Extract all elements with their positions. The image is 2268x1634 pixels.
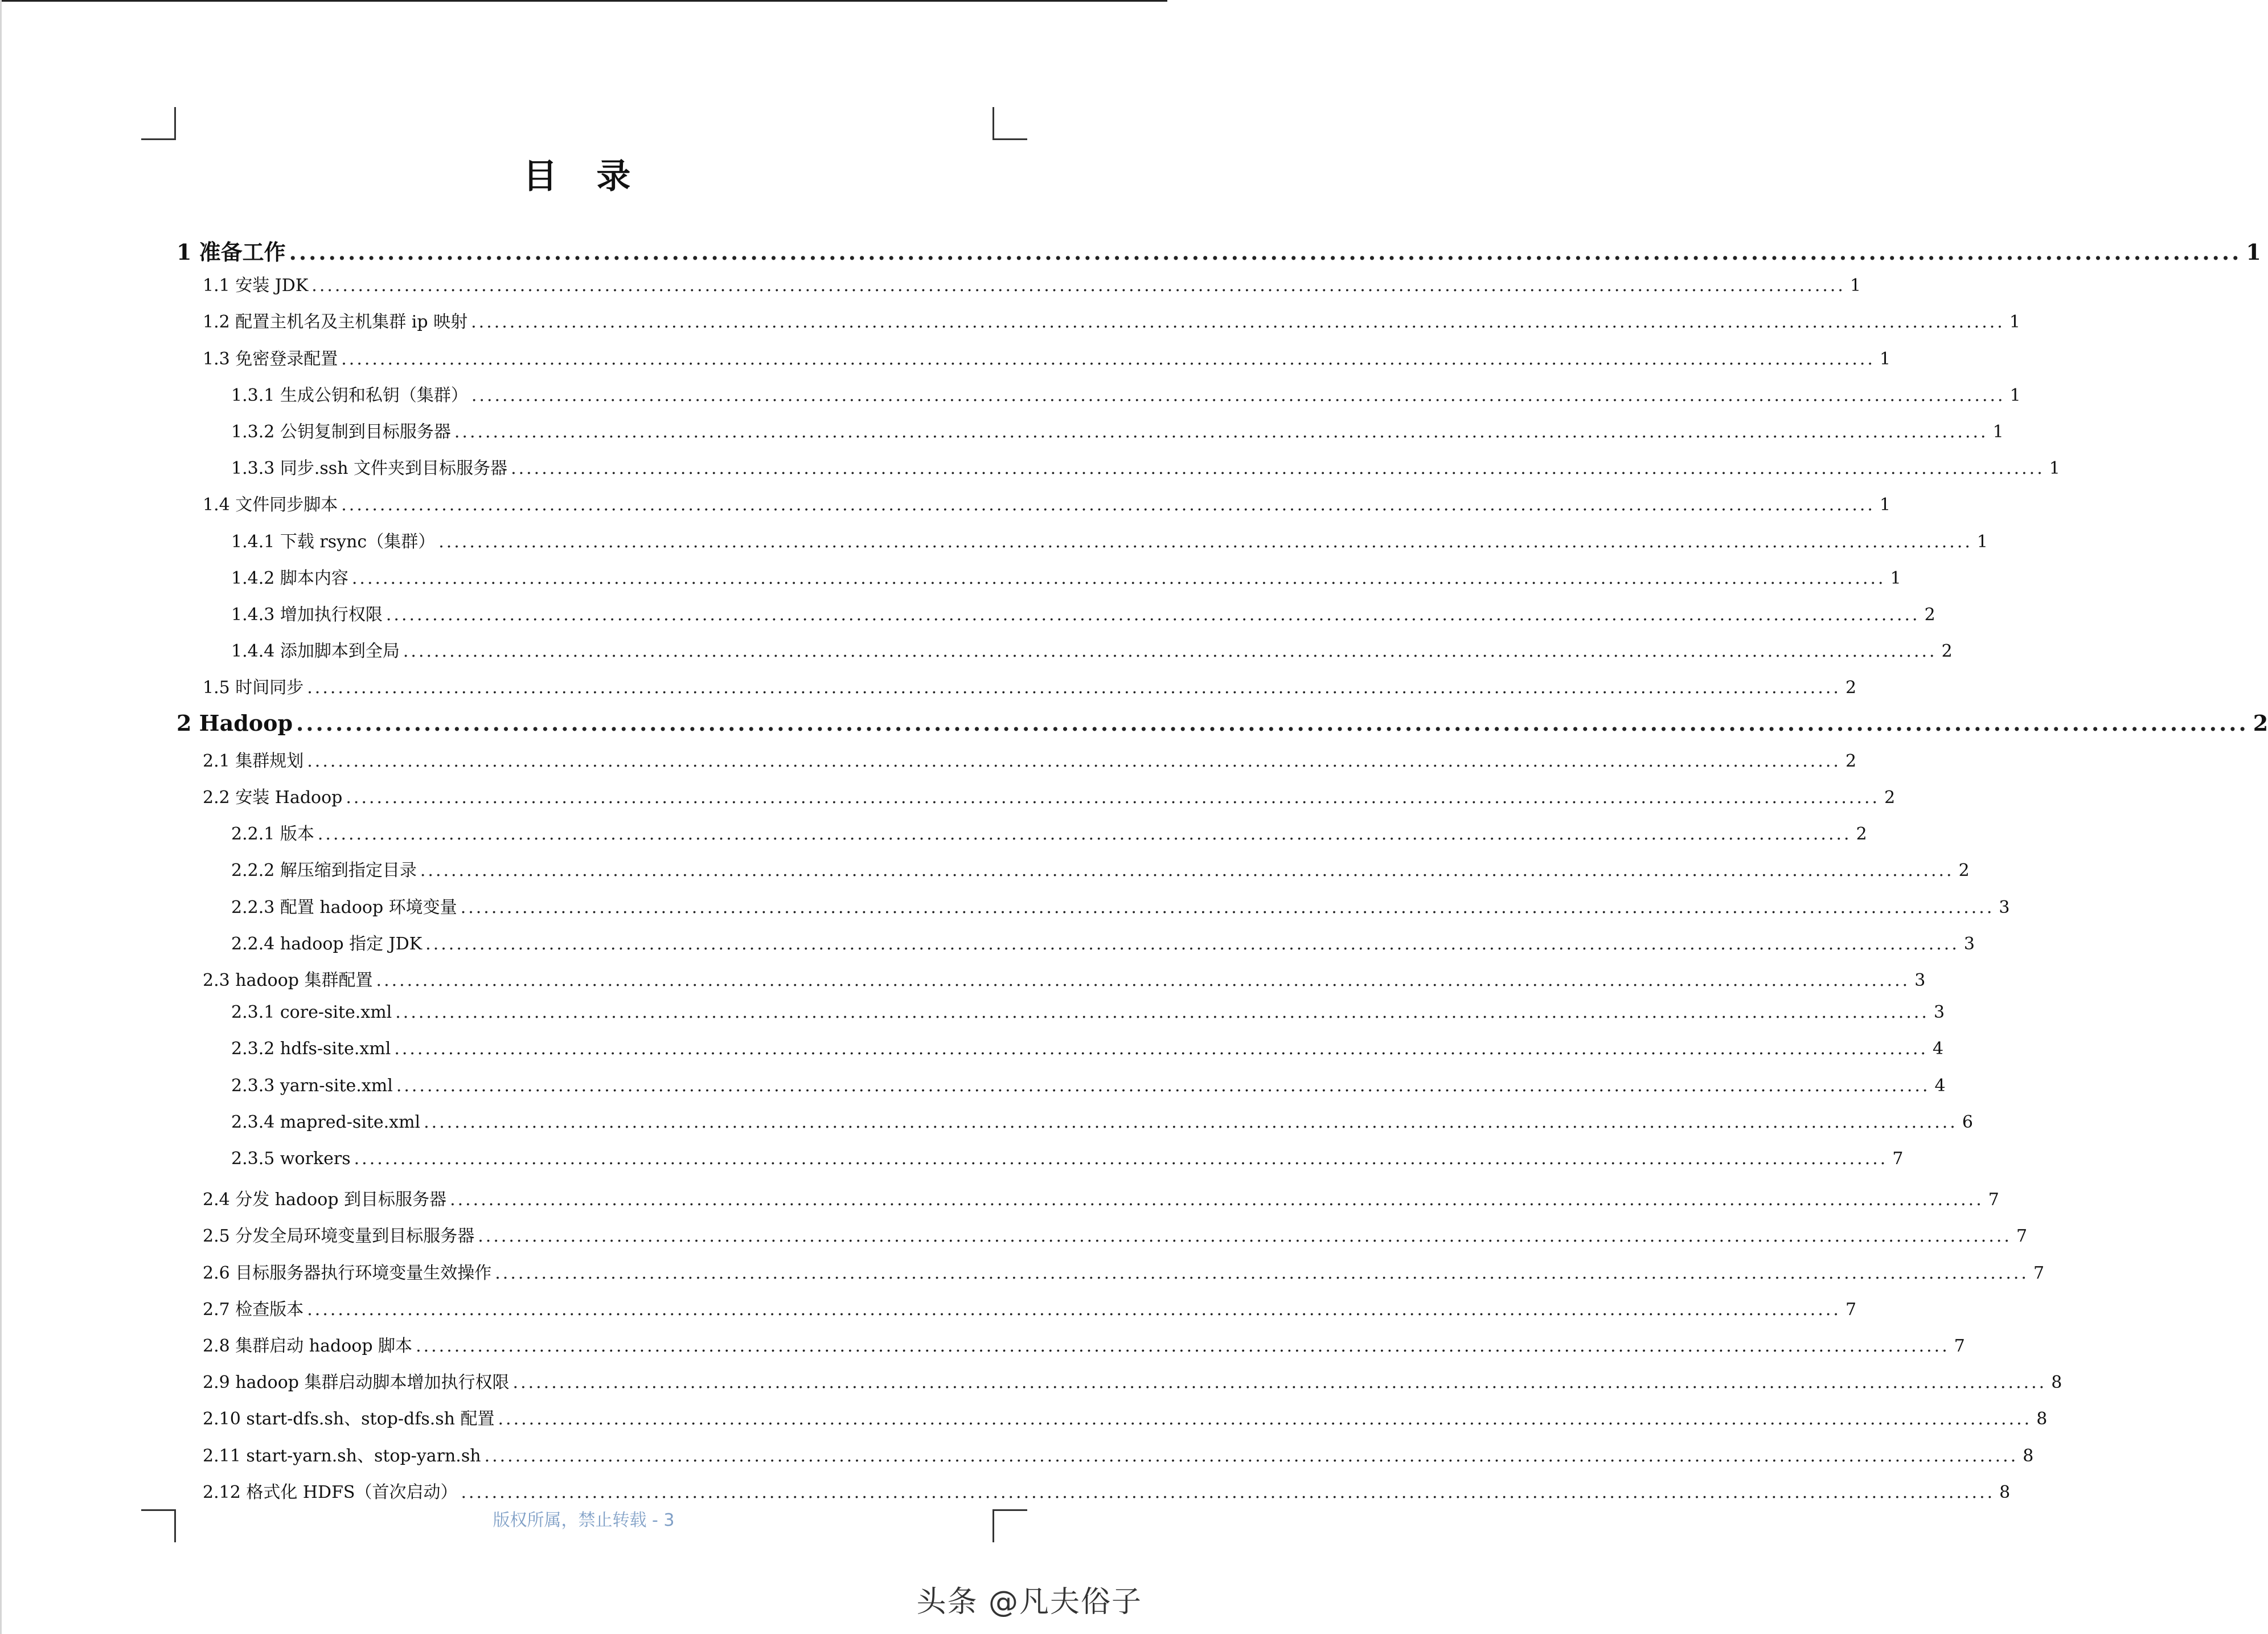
toc-leader-dots: ....................................................................................................................................................................................................... xyxy=(394,1039,1929,1059)
toc-entry-label: 2.6 目标服务器执行环境变量生效操作 xyxy=(203,1263,492,1283)
toc-entry-page-number: 4 xyxy=(1933,1039,1944,1059)
toc-entry[interactable] xyxy=(203,1478,2011,1503)
toc-entry[interactable] xyxy=(203,783,1896,808)
toc-entry[interactable] xyxy=(231,856,1970,881)
toc-entry-page-number: 1 xyxy=(1992,422,2004,442)
toc-entry-page-number: 2 xyxy=(1958,861,1970,881)
toc-entry[interactable] xyxy=(231,381,2021,406)
toc-leader-dots: ....................................................................................................................................................................................................... xyxy=(484,1445,2019,1466)
toc-entry-page-number: 2 xyxy=(1941,641,1953,662)
toc-entry[interactable] xyxy=(231,417,2004,443)
toc-entry[interactable] xyxy=(203,1295,1857,1320)
toc-leader-dots: ....................................................................................................................................................................................................... xyxy=(403,641,1937,662)
toc-entry-page-number: 1 xyxy=(1879,495,1891,515)
toc-leader-dots: ....................................................................................................................................................................................................... xyxy=(307,1299,1841,1320)
toc-leader-dots: ....................................................................................................................................................................................................... xyxy=(354,1149,1888,1169)
toc-entry-page-number: 3 xyxy=(1914,970,1926,990)
toc-entry-page-number: 2 xyxy=(1845,678,1857,698)
toc-entry-page-number: 1 xyxy=(1890,568,1901,588)
toc-entry-page-number: 2 xyxy=(1856,824,1867,845)
toc-entry-label: 2.11 start-yarn.sh、stop-yarn.sh xyxy=(203,1445,481,1466)
toc-entry-label: 1.3.2 公钥复制到目标服务器 xyxy=(231,422,451,442)
toc-entry-label: 2.4 分发 hadoop 到目标服务器 xyxy=(203,1190,447,1210)
toc-entry-label: 1.4.3 增加执行权限 xyxy=(231,605,383,625)
toc-entry-label: 2.8 集群启动 hadoop 脚本 xyxy=(203,1336,413,1356)
toc-entry[interactable] xyxy=(203,1441,2034,1467)
toc-entry[interactable] xyxy=(203,1185,1999,1210)
toc-entry[interactable] xyxy=(231,929,1975,955)
toc-leader-dots: ....................................................................................................................................................................................................... xyxy=(289,239,2242,265)
toc-entry[interactable] xyxy=(231,1075,1946,1096)
toc-leader-dots: ....................................................................................................................................................................................................... xyxy=(341,495,1875,515)
toc-entry-page-number: 1 xyxy=(2009,385,2021,406)
toc-entry[interactable] xyxy=(203,308,2020,333)
toc-entry[interactable] xyxy=(203,1332,1965,1357)
toc-leader-dots: ....................................................................................................................................................................................................... xyxy=(296,710,2249,736)
toc-entry[interactable] xyxy=(203,673,1857,698)
toc-entry-label: 2.2.3 配置 hadoop 环境变量 xyxy=(231,897,457,918)
toc-leader-dots: ....................................................................................................................................................................................................... xyxy=(317,824,1852,845)
toc-entry-page-number: 3 xyxy=(1999,897,2010,918)
toc-entry-label: 2.3.2 hdfs-site.xml xyxy=(231,1039,391,1059)
toc-entry[interactable] xyxy=(231,454,2060,479)
toc-entry[interactable] xyxy=(231,564,1901,589)
toc-entry-page-number: 2 xyxy=(1845,751,1857,771)
toc-entry-page-number: 7 xyxy=(1845,1299,1857,1320)
toc-leader-dots: ....................................................................................................................................................................................................... xyxy=(376,970,1910,990)
toc-entry-page-number: 2 xyxy=(1924,605,1935,625)
toc-entry-page-number: 1 xyxy=(2049,458,2060,479)
toc-entry-page-number: 3 xyxy=(1963,933,1975,954)
toc-entry[interactable] xyxy=(203,966,1926,991)
toc-entry-label: 2.2.2 解压缩到指定目录 xyxy=(231,861,417,881)
toc-leader-dots: ....................................................................................................................................................................................................... xyxy=(385,605,1920,625)
toc-entry-label: 2.3.1 core-site.xml xyxy=(231,1002,392,1023)
toc-leader-dots: ....................................................................................................................................................................................................... xyxy=(450,1190,1984,1210)
toc-entry[interactable] xyxy=(231,637,1953,662)
toc-entry-label: 2.9 hadoop 集群启动脚本增加执行权限 xyxy=(203,1373,510,1393)
toc-entry[interactable] xyxy=(231,1149,1904,1169)
toc-entry[interactable] xyxy=(203,1259,2045,1284)
toc-entry-page-number: 2 xyxy=(2253,710,2268,736)
toc-entry-label: 2.7 检查版本 xyxy=(203,1299,304,1320)
toc-entry-page-number: 8 xyxy=(1999,1482,2011,1502)
toc-leader-dots: ....................................................................................................................................................................................................... xyxy=(416,1336,1950,1356)
toc-entry-page-number: 1 xyxy=(1976,531,1988,552)
toc-entry-page-number: 8 xyxy=(2036,1409,2048,1430)
toc-leader-dots: ....................................................................................................................................................................................................... xyxy=(420,861,1954,881)
toc-leader-dots: ....................................................................................................................................................................................................... xyxy=(460,897,1995,918)
toc-entry[interactable] xyxy=(231,1002,1945,1023)
toc-entry[interactable] xyxy=(231,820,1867,845)
toc-entry-label: 1.3.3 同步.ssh 文件夹到目标服务器 xyxy=(231,458,508,479)
toc-entry-label: 1.1 安装 JDK xyxy=(203,276,309,296)
toc-entry-page-number: 2 xyxy=(1884,788,1896,808)
toc-leader-dots: ....................................................................................................................................................................................................... xyxy=(471,385,2005,406)
toc-entry[interactable] xyxy=(203,490,1891,515)
toc-entry-label: 2.12 格式化 HDFS（首次启动） xyxy=(203,1482,458,1502)
toc-entry-label: 2.2.4 hadoop 指定 JDK xyxy=(231,933,423,954)
page-left-border xyxy=(0,0,2,1634)
toc-leader-dots: ....................................................................................................................................................................................................... xyxy=(311,276,1845,296)
page-top-border xyxy=(0,0,1167,2)
toc-entry-label: 1.2 配置主机名及主机集群 ip 映射 xyxy=(203,312,468,333)
toc-entry[interactable] xyxy=(203,271,1861,296)
toc-leader-dots: ....................................................................................................................................................................................................... xyxy=(511,458,2045,479)
toc-entry-page-number: 7 xyxy=(2016,1226,2028,1247)
toc-entry[interactable] xyxy=(203,1404,2048,1430)
toc-leader-dots: ....................................................................................................................................................................................................... xyxy=(438,531,1972,552)
toc-entry-page-number: 1 xyxy=(1849,276,1861,296)
toc-entry-page-number: 8 xyxy=(2051,1373,2062,1393)
toc-entry[interactable] xyxy=(231,1112,1973,1132)
toc-entry-page-number: 7 xyxy=(1892,1149,1904,1169)
toc-entry-page-number: 7 xyxy=(1954,1336,1965,1356)
toc-entry[interactable] xyxy=(231,527,1988,552)
toc-entry-label: 1.3.1 生成公钥和私钥（集群） xyxy=(231,385,468,406)
toc-leader-dots: ....................................................................................................................................................................................................... xyxy=(307,751,1841,771)
toc-leader-dots: ....................................................................................................................................................................................................... xyxy=(425,933,1959,954)
toc-entry-label: 2.1 集群规划 xyxy=(203,751,304,771)
toc-entry-label: 1.3 免密登录配置 xyxy=(203,349,338,369)
toc-entry[interactable] xyxy=(203,747,1857,772)
toc-leader-dots: ....................................................................................................................................................................................................... xyxy=(495,1263,2029,1283)
toc-leader-dots: ....................................................................................................................................................................................................... xyxy=(395,1002,1929,1023)
toc-entry-label: 1.4 文件同步脚本 xyxy=(203,495,338,515)
toc-entry[interactable] xyxy=(177,235,2261,266)
toc-entry-label: 2.3.4 mapred-site.xml xyxy=(231,1112,421,1132)
page-footer: 版权所属，禁止转载 - 3 xyxy=(493,1510,675,1530)
toc-entry-page-number: 7 xyxy=(1988,1190,1999,1210)
toc-leader-dots: ....................................................................................................................................................................................................... xyxy=(351,568,1886,588)
page-title: 目 录 xyxy=(523,157,645,196)
toc-leader-dots: ....................................................................................................................................................................................................... xyxy=(346,788,1880,808)
toc-entry[interactable] xyxy=(177,710,2268,736)
toc-entry-label: 1.4.2 脚本内容 xyxy=(231,568,348,588)
toc-entry[interactable] xyxy=(203,1368,2062,1393)
toc-entry-label: 2.3.3 yarn-site.xml xyxy=(231,1075,393,1096)
toc-entry-page-number: 1 xyxy=(1879,349,1891,369)
toc-leader-dots: ....................................................................................................................................................................................................... xyxy=(461,1482,1995,1502)
toc-entry-page-number: 4 xyxy=(1934,1075,1946,1096)
toc-entry-label: 2.3.5 workers xyxy=(231,1149,351,1169)
toc-entry-label: 2.5 分发全局环境变量到目标服务器 xyxy=(203,1226,475,1247)
toc-entry-label: 2.2 安装 Hadoop xyxy=(203,788,343,808)
toc-leader-dots: ....................................................................................................................................................................................................... xyxy=(396,1075,1930,1096)
toc-leader-dots: ....................................................................................................................................................................................................... xyxy=(478,1226,2012,1247)
toc-entry[interactable] xyxy=(231,1039,1944,1059)
toc-entry[interactable] xyxy=(231,600,1935,625)
toc-leader-dots: ....................................................................................................................................................................................................... xyxy=(424,1112,1958,1132)
toc-entry-label: 2.10 start-dfs.sh、stop-dfs.sh 配置 xyxy=(203,1409,495,1430)
toc-entry-label: 1.4.1 下载 rsync（集群） xyxy=(231,531,436,552)
toc-leader-dots: ....................................................................................................................................................................................................... xyxy=(498,1409,2032,1430)
toc-entry-label: 1.4.4 添加脚本到全局 xyxy=(231,641,400,662)
toc-leader-dots: ....................................................................................................................................................................................................... xyxy=(471,312,2005,333)
toc-entry-label: 1.5 时间同步 xyxy=(203,678,304,698)
toc-entry-label: 2.3 hadoop 集群配置 xyxy=(203,970,373,990)
toc-entry-page-number: 1 xyxy=(2246,239,2261,265)
toc-entry-page-number: 3 xyxy=(1933,1002,1945,1023)
toc-entry-page-number: 6 xyxy=(1962,1112,1973,1132)
toc-entry-label: 2.2.1 版本 xyxy=(231,824,314,845)
toc-leader-dots: ....................................................................................................................................................................................................... xyxy=(512,1373,2047,1393)
toc-leader-dots: ....................................................................................................................................................................................................... xyxy=(307,678,1841,698)
toc-leader-dots: ....................................................................................................................................................................................................... xyxy=(454,422,1988,442)
toc-entry-page-number: 7 xyxy=(2033,1263,2045,1283)
toc-entry-page-number: 1 xyxy=(2009,312,2020,333)
toc-entry[interactable] xyxy=(203,345,1891,370)
toc-entry-label: 2 Hadoop xyxy=(177,710,293,736)
toc-leader-dots: ....................................................................................................................................................................................................... xyxy=(341,349,1875,369)
toc-entry-label: 1 准备工作 xyxy=(177,239,286,265)
toc-entry[interactable] xyxy=(203,1222,2028,1247)
toc-entry-page-number: 8 xyxy=(2023,1445,2034,1466)
toc-entry[interactable] xyxy=(231,893,2010,918)
watermark: 头条 @凡夫俗子 xyxy=(916,1585,1142,1619)
